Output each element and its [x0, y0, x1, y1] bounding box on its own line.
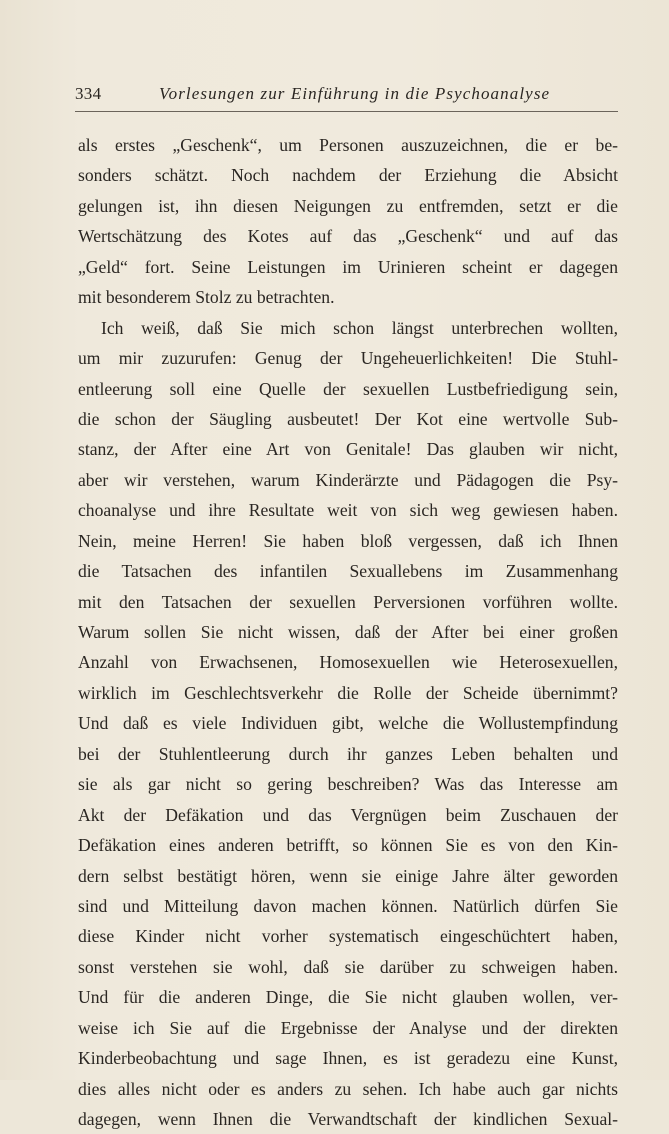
text-line: bei der Stuhlentleerung durch ihr ganzes Leben behalten und: [78, 743, 618, 764]
text-line: als erstes „Geschenk“, um Personen auszuzeichnen, die er be-: [78, 135, 618, 155]
text-line: dagegen, wenn Ihnen die Verwandtschaft der kindlichen Sexual-: [78, 1109, 618, 1129]
text-line: wirklich im Geschlechtsverkehr die Rolle der Scheide übernimmt?: [78, 682, 618, 703]
text-line: Warum sollen Sie nicht wissen, daß der After bei einer großen: [78, 622, 618, 642]
text-line: mit besonderem Stolz zu betrachten.: [78, 287, 335, 308]
body-text: [78, 130, 618, 1134]
text-line: die schon der Säugling ausbeutet! Der Kot eine wertvolle Sub-: [78, 408, 618, 429]
text-line: entleerung soll eine Quelle der sexuellen Lustbefriedigung sein,: [78, 378, 618, 399]
page-header: [75, 84, 617, 110]
text-line: stanz, der After eine Art von Genitale! Das glauben wir nicht,: [78, 439, 618, 460]
text-line: Wertschätzung des Kotes auf das „Geschenk“ und auf das: [78, 226, 618, 247]
running-title: Vorlesungen zur Einführung in die Psychoanalyse: [159, 84, 551, 103]
text-line: Und für die anderen Dinge, die Sie nicht glauben wollen, ver-: [78, 987, 618, 1008]
text-line: aber wir verstehen, warum Kinderärzte und Pädagogen die Psy-: [78, 469, 618, 490]
text-line: „Geld“ fort. Seine Leistungen im Urinieren scheint er dagegen: [78, 256, 618, 277]
text-line: dies alles nicht oder es anders zu sehen. Ich habe auch gar nichts: [78, 1078, 618, 1099]
text-line: sie als gar nicht so gering beschreiben? Was das Interesse am: [78, 774, 618, 795]
text-line: dern selbst bestätigt hören, wenn sie einige Jahre älter geworden: [78, 865, 618, 886]
text-line: sind und Mitteilung davon machen können. Natürlich dürfen Sie: [78, 895, 618, 916]
text-line: gelungen ist, ihn diesen Neigungen zu entfremden, setzt er die: [78, 195, 618, 216]
text-line: Defäkation eines anderen betrifft, so können Sie es von den Kin-: [78, 835, 618, 856]
text-line: choanalyse und ihre Resultate weit von sich weg gewiesen haben.: [78, 500, 618, 521]
text-line: sonders schätzt. Noch nachdem der Erziehung die Absicht: [78, 165, 618, 186]
text-line: Nein, meine Herren! Sie haben bloß vergessen, daß ich Ihnen: [78, 530, 618, 551]
text-line: die Tatsachen des infantilen Sexuallebens im Zusammenhang: [78, 561, 618, 582]
header-rule: [75, 111, 618, 112]
text-line: Ich weiß, daß Sie mich schon längst unterbrechen wollten,: [101, 317, 618, 338]
text-line: Und daß es viele Individuen gibt, welche die Wollustempfindung: [78, 713, 618, 734]
text-line: Anzahl von Erwachsenen, Homosexuellen wie Heterosexuellen,: [78, 652, 618, 673]
text-line: Akt der Defäkation und das Vergnügen beim Zuschauen der: [78, 804, 618, 825]
text-line: diese Kinder nicht vorher systematisch eingeschüchtert haben,: [78, 926, 618, 947]
page-number: 334: [75, 84, 102, 103]
text-line: Kinderbeobachtung und sage Ihnen, es ist geradezu eine Kunst,: [78, 1048, 618, 1069]
text-line: um mir zuzurufen: Genug der Ungeheuerlichkeiten! Die Stuhl-: [78, 348, 618, 369]
text-line: weise ich Sie auf die Ergebnisse der Analyse und der direkten: [78, 1017, 618, 1038]
text-line: mit den Tatsachen der sexuellen Perversionen vorführen wollte.: [78, 591, 618, 612]
text-line: sonst verstehen sie wohl, daß sie darüber zu schweigen haben.: [78, 956, 618, 977]
